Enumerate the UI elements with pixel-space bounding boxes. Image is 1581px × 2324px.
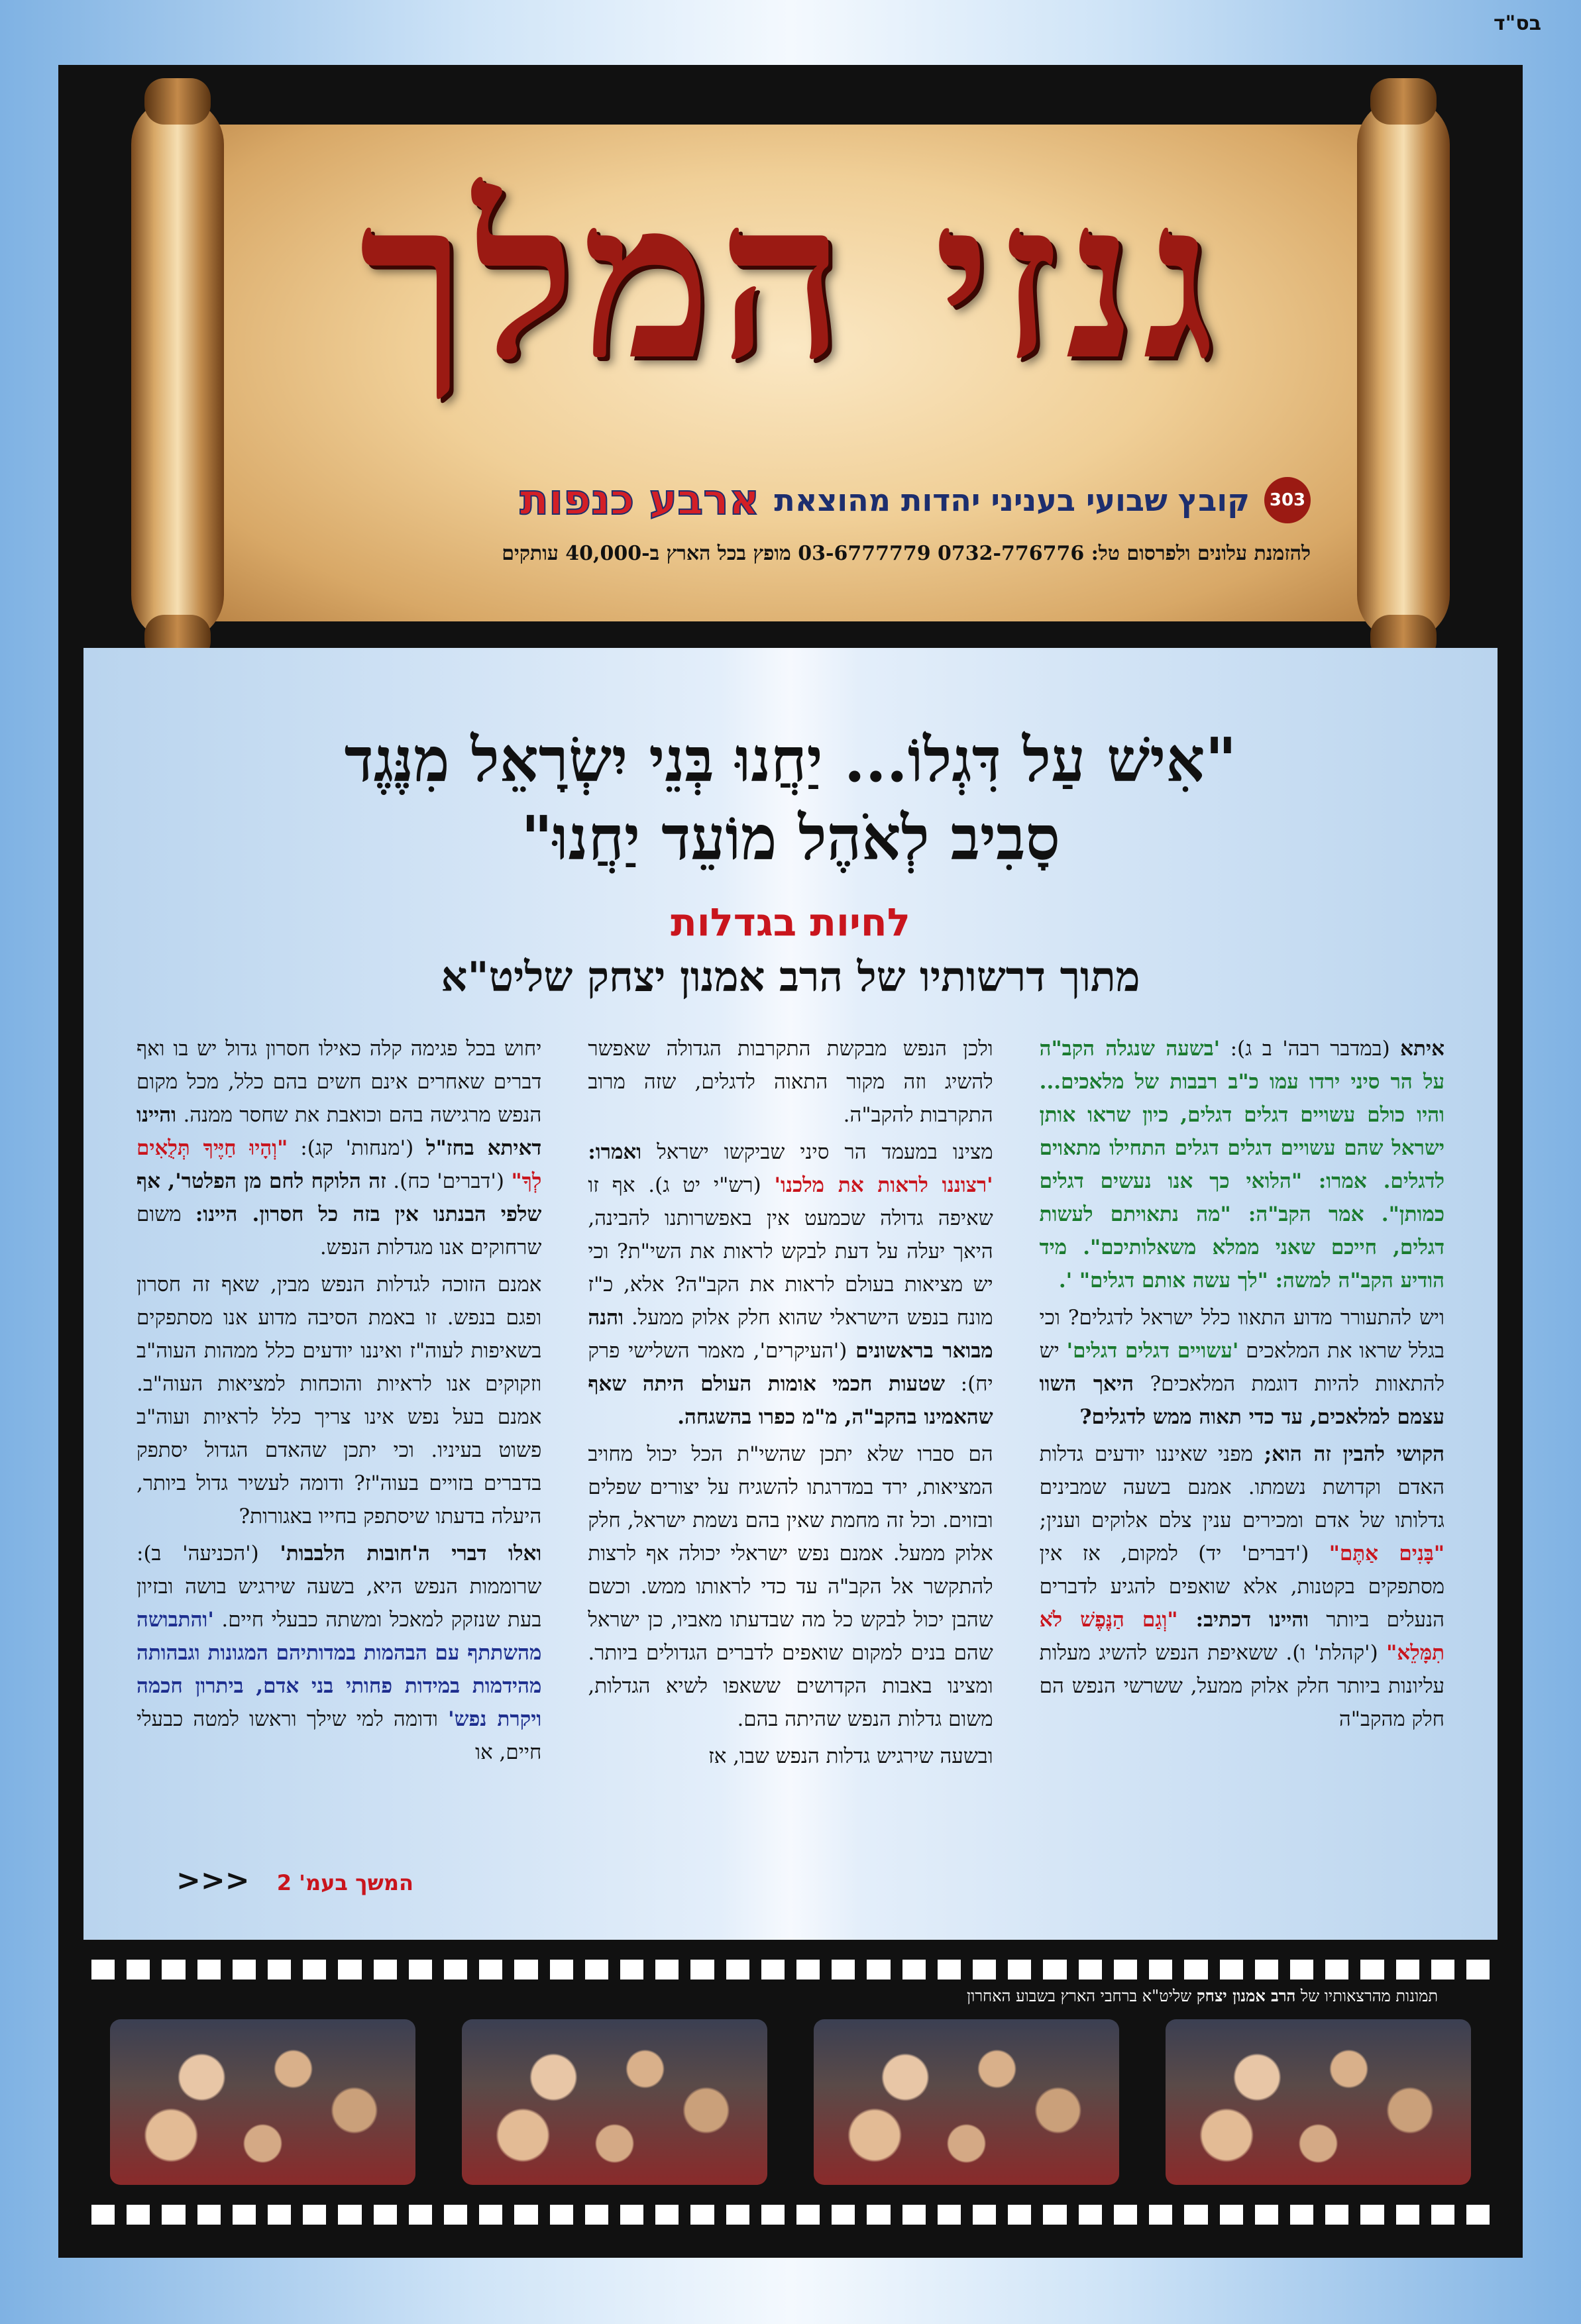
continued-arrows-icon: <<<	[176, 1864, 250, 1897]
photo-film-strip	[83, 1960, 1498, 2231]
c1-p3-quote2: "וְגַם הַנֶּפֶשׁ לֹא תִמָּלֵא"	[1039, 1608, 1445, 1665]
c2-p2-b: (רש"י יט ג). אף זו שאיפה גדולה שכמעט אין באפשרותנו להבינה, היאך יעלה על דעת לבקש לראות את השי"ת? וכי יש מציאות בעולם לראות את הקב"ה? אלא, כ"ז מונח בנפש הישראלי שהוא חלק אלוק ממעל.	[588, 1173, 993, 1330]
lecture-photo-2	[814, 2019, 1119, 2185]
c1-p3-bold2: והיינו דכתיב:	[1195, 1608, 1309, 1632]
photos-caption-b: שליט"א ברחבי הארץ בשבוע האחרון	[966, 1987, 1197, 2005]
c1-p3-c: ('קהלת' ו). ששאיפת הנפש להשיג מעלות עליונות ביותר חלק אלוק ממעל, ששרשי הנפש הם חלק מהקב"ה	[1039, 1641, 1445, 1731]
c2-p2-c: ('העיקרים', מאמר השלישי פרק יח):	[588, 1339, 993, 1396]
c2-p2-quote: 'רצוננו לראות את מלכנו'	[774, 1173, 993, 1197]
c3-p3-b: ודומה למי שילך וראשו למטה כבעלי חיים, או	[136, 1707, 542, 1764]
photos-caption-a: תמונות מהרצאותיו של	[1295, 1987, 1438, 2005]
article-kicker: לחיות בגדלות	[671, 900, 910, 945]
c2-p2-bold: ואמרו:	[588, 1140, 642, 1164]
headline-line-1: "אִישׁ עַל דִּגְלוֹ... יַחֲנוּ בְּנֵי יִשְׂרָאֵל מִנֶּגֶד	[344, 724, 1237, 796]
c2-p2-bold2: והנה מבואר בראשונים	[588, 1306, 993, 1363]
article-headline	[83, 721, 1498, 877]
c3-p1-a: יחוש בכל פגימה קלה כאילו חסרון גדול יש בו ואף דברים שאחרים אינם חשים בהם כלל, מכל מקום הנפש מרגישה בהם וכואבת את שחסר ממנה.	[136, 1037, 542, 1127]
continued-text: המשך בעמ' 2	[276, 1870, 413, 1895]
c3-p1-c: ('דברים' כח).	[386, 1169, 512, 1193]
article-byline: מתוך דרשותיו של הרב אמנון יצחק שליט"א	[441, 953, 1140, 1001]
masthead-subline	[519, 476, 1311, 525]
page-frame	[58, 65, 1523, 2258]
c1-p1-lead: איתא	[1400, 1037, 1445, 1061]
masthead-subtitle: קובץ שבועי בעניני יהדות מהוצאת	[774, 482, 1250, 518]
c3-p1-b: ('מנחות' קג):	[288, 1136, 427, 1160]
c3-p3-a: ('הכניעה' ב): שרוממות הנפש היא, בשעה שירגיש בושה ובזיון בעת שנזקק למאכל ומשתה כבעלי חיים.	[136, 1542, 542, 1632]
c1-p1-ref: (במדבר רבה' ב ג):	[1220, 1037, 1401, 1061]
c3-p3-bold: ואלו דברי ה'חובות הלבבות'	[280, 1542, 542, 1565]
masthead-title: גנזי המלך	[359, 151, 1222, 408]
lecture-photo-3	[462, 2019, 767, 2185]
photos-caption-bold: הרב אמנון יצחק	[1196, 1986, 1296, 2005]
c3-p2: אמנם הזוכה לגדלות הנפש מבין, שאף זה חסרון ופגם בנפש. זו באמת הסיבה מדוע אנו מסתפקים בשאיפות לעוה"ז ואיננו יודעים כלל ממהות העוה"ב וזקוקים אנו לראיות והוכחות למציאות העוה"ב. אמנם בעל נפש אינו צריך כלל לראיות ועוה"ב פשוט בעיניו. וכי יתכן שהאדם הגדול יסתפק בדברים בזויים בעוה"ז? ודומה לעשיר גדול ביותר, היעלה בדעתו שיסתפק בחייו באגורות?	[136, 1273, 542, 1528]
c1-p2-quote: 'עשויים דגלים דגלים'	[1066, 1339, 1239, 1363]
c2-p3: הם סברו שלא יתכן שהשי"ת הכל יכול מחויב המציאות, ירד במדרגתו להשגיח על יצורים שפלים ובזוים. וכל זה מחמת שאין בהם נשמת ישראל, חלק אלוק ממעל. אמנם נפש ישראלי יכולה אף לרצות להתקשר אל הקב"ה עד כדי לראותו ממש. וכשם שהבן יכול לבקש כל מה שבדעתו מאביו, כן ישראל שהם בנים למקום שואפים לדברים הגדולים ביותר. ומצינו באבות הקדושים ששאפו לשיא הגדלות, משום גדלות הנפש שהיתה בהם.	[588, 1442, 993, 1731]
c2-p1: ולכן הנפש מבקשת התקרבות הגדולה שאפשר להשיג וזה מקור התאוה לדגלים, שזה מרוב התקרבות להקב"ה.	[588, 1037, 993, 1127]
c1-p1-quote: 'בשעה שנגלה הקב"ה על הר סיני ירדו עמו כ"ב רבבות של מלאכים... והיו כולם עשויים דגלים דגלים, כיון שראו אותן ישראל שהם עשויים דגלים דגלים התחילו מתאוים לדגלים. אמרו: "הלואי כך אנו נעשים דגלים כמותן". אמר הקב"ה: "מה נתאויתם לעשות דגלים, חייכם שאני ממלא משאלותיכם". מיד הודיע הקב"ה למשה: "לך עשה אותם דגלים" '.	[1039, 1037, 1445, 1293]
photos-caption	[967, 1986, 1438, 2006]
c2-p4: ובשעה שירגיש גדלות הנפש שבו, אז	[708, 1744, 993, 1768]
c3-p1-bold2: זה הלוקח לחם מן הפלטר', אף שלפי הבנתנו אין בזה כל חסרון. היינו:	[136, 1169, 542, 1226]
film-sprockets-bottom	[83, 2205, 1498, 2225]
masthead-scroll	[111, 78, 1470, 661]
c3-p1-quote: "וְהָיוּ חַיֶּיךָ תְּלֻאִים לְךָ"	[136, 1136, 542, 1193]
c1-p2-a: ויש להתעורר מדוע התאוו כלל ישראל לדגלים? וכי בגלל שראו את המלאכים	[1039, 1306, 1445, 1363]
lecture-photo-4	[110, 2019, 415, 2185]
film-sprockets-top	[83, 1960, 1498, 1980]
issue-number-badge: 303	[1264, 477, 1311, 523]
c1-p2-b: יש להתאוות להיות דוגמת המלאכים?	[1039, 1339, 1445, 1396]
c2-p2-a: מצינו במעמד הר סיני שביקשו ישראל	[641, 1140, 993, 1164]
article-column-3	[136, 1032, 541, 1854]
c1-p3-quote: "בָּנִים אַתֶּם"	[1329, 1542, 1445, 1565]
article-columns	[136, 1032, 1445, 1854]
article-column-1	[1040, 1032, 1445, 1854]
photo-row	[110, 2019, 1471, 2185]
c3-p3-quote: 'והתבושה מהשתתף עם הבהמות במדותיהם המגונות וגבהותה מהידמות במידות פחותי בני אדם, ביתרון חכמה ויקרת נפש'	[136, 1608, 542, 1731]
continued-link[interactable]	[176, 1864, 413, 1897]
publisher-logo-text: ארבע כנפות	[519, 476, 760, 525]
lecture-photo-1	[1166, 2019, 1471, 2185]
headline-line-2: סָבִיב לְאֹהֶל מוֹעֵד יַחֲנוּ"	[521, 802, 1060, 874]
c3-p1-d: משום שרחוקים אנו מגדלות הנפש.	[136, 1202, 542, 1259]
advertising-line: להזמנת עלונים ולפרסום טל: 0732-776776 03-6777779 מופץ בכל הארץ ב-40,000 עותקים	[502, 542, 1311, 565]
c1-p3-a: מפני שאיננו יודעים גדלות האדם וקדושת נשמתו. אמנם בשעה שמבינים גדלותו של אדם ומכירים ענין צלם אלוקים וענין;	[1039, 1442, 1445, 1532]
article-column-2	[588, 1032, 993, 1854]
c1-p3-bold: הקושי להבין זה הוא;	[1264, 1442, 1445, 1466]
corner-mark: בס"ד	[1494, 12, 1541, 35]
c1-p2-bold: היאך השוו עצמם למלאכים, עד כדי תאוה ממש לדגלים?	[1039, 1372, 1445, 1429]
c2-p2-bold3: שטעות חכמי אומות העולם היתה שאף שהאמינו בהקב"ה, מ"מ כפרו בהשגחה.	[588, 1372, 993, 1429]
article-panel	[83, 648, 1498, 1940]
c3-p1-bold: והיינו דאיתא בחז"ל	[136, 1103, 542, 1160]
c1-p3-b: ('דברים' יד) למקום, אז אין מסתפקים בקטנות, אלא שואפים להגיע לדברים הנעלים ביותר	[1039, 1542, 1445, 1632]
